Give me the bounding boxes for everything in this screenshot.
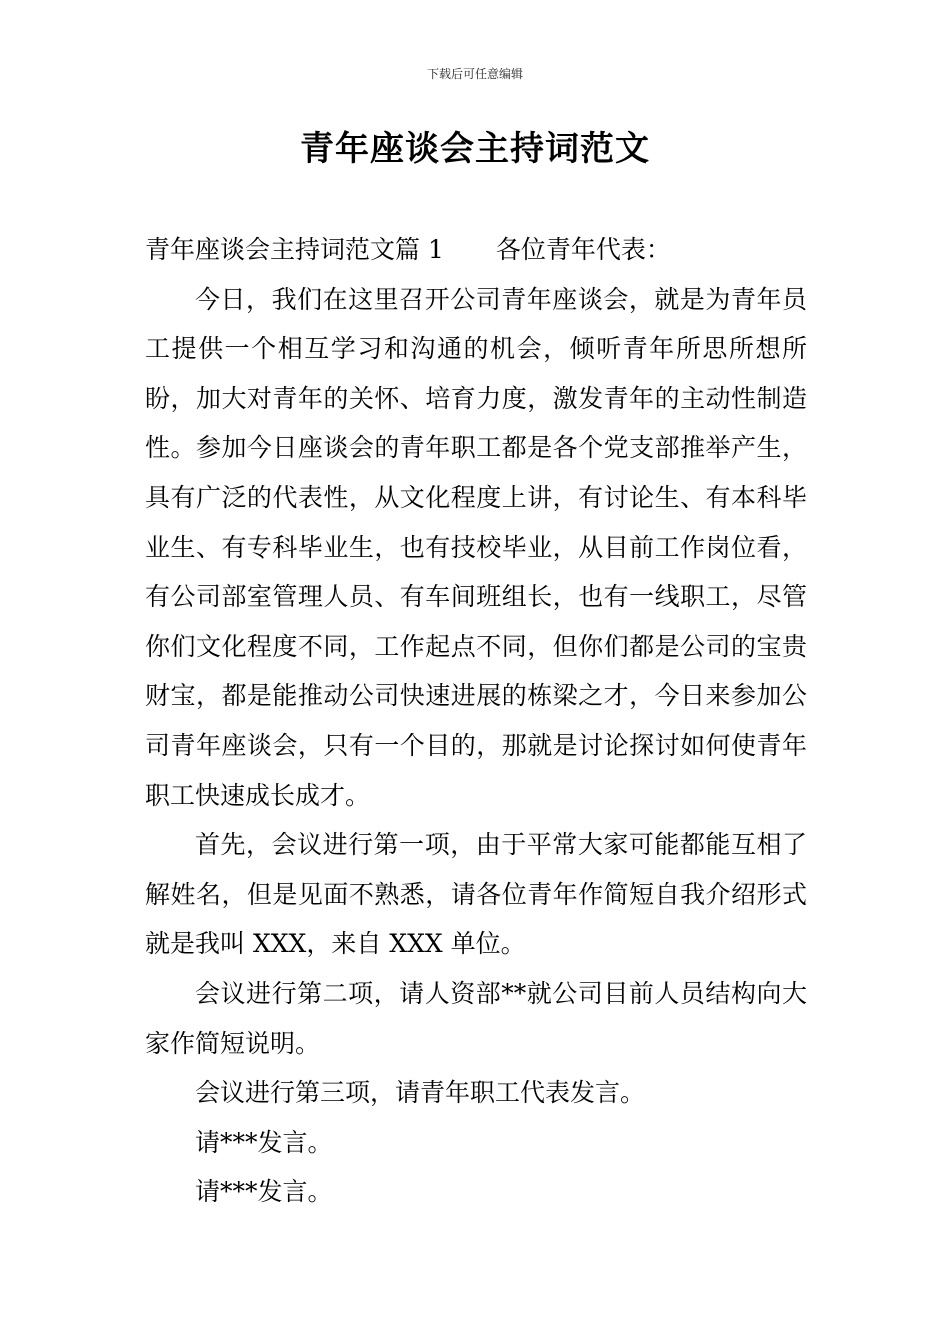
paragraph-3: 会议进行第二项，请人资部**就公司目前人员结构向大家作简短说明。 [145, 978, 807, 1058]
intro-line [145, 225, 807, 275]
paragraph-4: 会议进行第三项，请青年职工代表发言。 [195, 1078, 646, 1108]
header-note: 下载后可任意编辑 [426, 67, 523, 81]
paragraph-5: 请***发言。 [195, 1127, 333, 1157]
document-title: 青年座谈会主持词范文 [300, 129, 650, 169]
section-heading: 青年座谈会主持词范文篇 1 [145, 235, 444, 264]
salutation: 各位青年代表： [495, 235, 671, 264]
paragraph-2: 首先，会议进行第一项，由于平常大家可能都能互相了解姓名，但是见面不熟悉，请各位青年作简短自我介绍形式就是我叫 XXX，来自 XXX 单位。 [145, 830, 807, 959]
paragraph-1: 今日，我们在这里召开公司青年座谈会，就是为青年员工提供一个相互学习和沟通的机会，倾听青年所思所想所盼，加大对青年的关怀、培育力度，激发青年的主动性制造性。参加今日座谈会的青年职工都是各个党支部推举产生，具有广泛的代表性，从文化程度上讲，有讨论生、有本科毕业生、有专科毕业生，也有技校毕业，从目前工作岗位看，有公司部室管理人员、有车间班组长，也有一线职工，尽管你们文化程度不同，工作起点不同，但你们都是公司的宝贵财宝，都是能推动公司快速进展的栋梁之才，今日来参加公司青年座谈会，只有一个目的，那就是讨论探讨如何使青年职工快速成长成才。 [145, 284, 807, 810]
paragraph-6: 请***发言。 [195, 1177, 333, 1207]
document-body [145, 225, 807, 1217]
